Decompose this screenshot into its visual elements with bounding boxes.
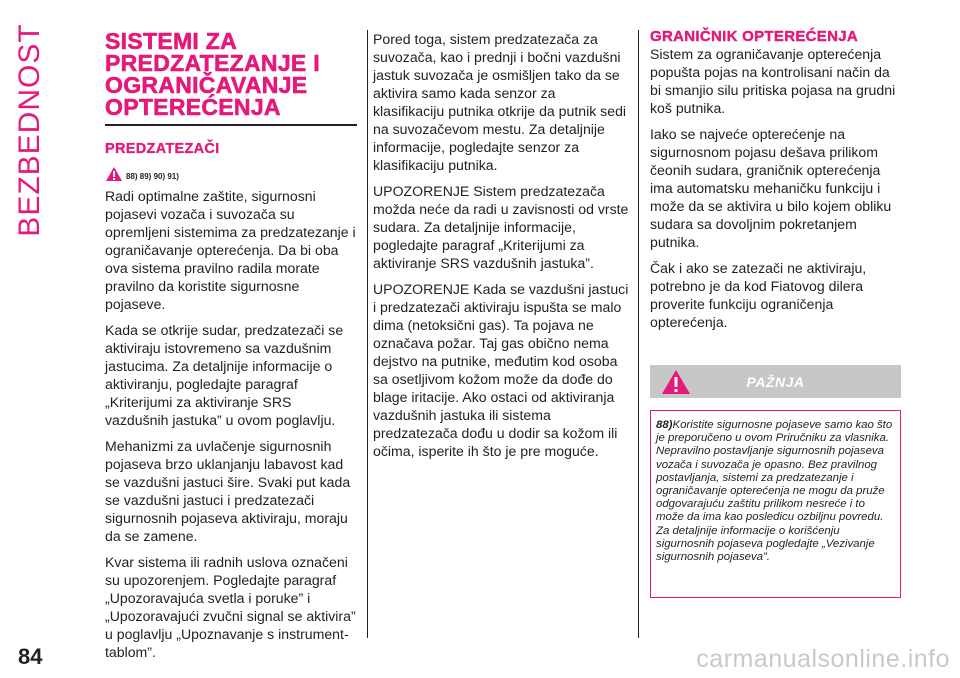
page-number: 84 [18, 644, 43, 669]
note-number: 88) [656, 419, 673, 431]
paragraph: Pored toga, sistem predzatezača za suvozača, kao i prednji i bočni vazdušni jastuk suvozača je osmišljen tako da se aktivira samo kada senzor za klasifikaciju putnika otkrije da putnik sedi na suvozačevom mestu. Za detaljnije informacije, pogledajte senzor za klasifikaciju putnika. [373, 31, 627, 173]
warning-triangle-icon [661, 369, 691, 395]
warning-triangle-icon [105, 166, 123, 182]
paragraph: Sistem za ograničavanje opterećenja popušta pojas na kontrolisani način da bi smanjio silu pritiska pojasa na grudni koš putnika. [650, 46, 896, 116]
section-title: GRANIČNIK OPTEREĆENJA [650, 28, 858, 45]
attention-header [650, 365, 901, 398]
paragraph: UPOZORENJE Kada se vazdušni jastuci i predzatezači aktiviraju ispušta se malo dima (netoksični gas). Ta pojava ne označava požar. Taj gas obično nema dejstvo na putnike, međutim kod osoba sa osetljivom kožom može da dođe do blage iritacije. Ako ostaci od aktiviranja vazdušnih jastuka ili sistema predzatezača dođu u dodir sa kožom ili očima, isperite ih što je pre moguće. [373, 281, 629, 459]
column-2 [373, 30, 630, 468]
section-label: BEZBEDNOST [13, 23, 46, 237]
paragraph: UPOZORENJE Sistem predzatezača možda neće da radi u zavisnosti od vrste sudara. Za detaljnije informacije, pogledajte paragraf „Kriterijumi za aktiviranje SRS vazdušnih jastuka”. [373, 183, 629, 271]
column-1 [105, 30, 357, 669]
paragraph: Kvar sistema ili radnih uslova označeni su upozorenjem. Pogledajte paragraf „Upozoravajuća svetla i poruke” i „Upozoravajući zvučni signal se aktivira” u poglavlju „Upoznavanje s instrument-tablom”. [105, 554, 356, 660]
watermark: carmanualsonline.info [696, 645, 950, 673]
column-divider [367, 30, 368, 638]
attention-title: PAŽNJA [746, 373, 805, 390]
subsection-title: PREDZATEZAČI [105, 141, 220, 157]
column-3 [650, 30, 902, 339]
paragraph: Iako se najveće opterećenje na sigurnosnom pojasu dešava prilikom čeonih sudara, graničnik opterećenja ima automatsku mehaničku funkciju i može da se aktivira u bilo kojem obliku sudara sa dovoljnim pokretanjem putnika. [650, 126, 892, 250]
attention-body [650, 410, 901, 598]
paragraph: Čak i ako se zatezači ne aktiviraju, potrebno je da kod Fiatovog dilera proverite funkciju ograničenja opterećenja. [650, 260, 867, 330]
paragraph: Mehanizmi za uvlačenje sigurnosnih pojaseva brzo uklanjanju labavost kad se vazdušni jastuci šire. Svaki put kada se vazdušni jastuci i predzatezači sigurnosnih pojaseva aktiviraju, moraju da se zamene. [105, 438, 351, 544]
warning-refs: 88) 89) 90) 91) [126, 172, 179, 181]
warning-reference [105, 164, 357, 182]
paragraph: Kada se otkrije sudar, predzatezači se aktiviraju istovremeno sa vazdušnim jastucima. Za detaljnije informacije o aktiviranju, pogledajte paragraf „Kriterijumi za aktiviranje SRS vazdušnih jastuka” u ovom poglavlju. [105, 322, 344, 428]
section-title: SISTEMI ZA PREDZATEZANJE I OGRANIČAVANJE OPTEREĆENJA [105, 30, 357, 126]
paragraph: Radi optimalne zaštite, sigurnosni pojasevi vozača i suvozača su opremljeni sistemima za predzatezanje i ograničavanje opterećenja. Da bi oba ova sistema pravilno radila morate pravilno da koristite sigurnosne pojaseve. [105, 188, 356, 312]
column-divider [638, 30, 639, 638]
attention-note [650, 365, 901, 598]
note-text: Koristite sigurnosne pojaseve samo kao što je preporučeno u ovom Priručniku za vlasnika. Nepravilno postavljanje sigurnosnih pojaseva vozača i suvozača je opasno. Bez pravilnog postavljanja, sistemi za predzatezanje i ograničavanje opterećenja ne mogu da pruže odgovarajuću zaštitu prilikom nesreće i to može da ima kao posledicu ozbiljnu povredu. Za detaljnije informacije o korišćenju sigurnosnih pojaseva pogledajte „Vezivanje sigurnosnih pojaseva”. [656, 419, 893, 564]
